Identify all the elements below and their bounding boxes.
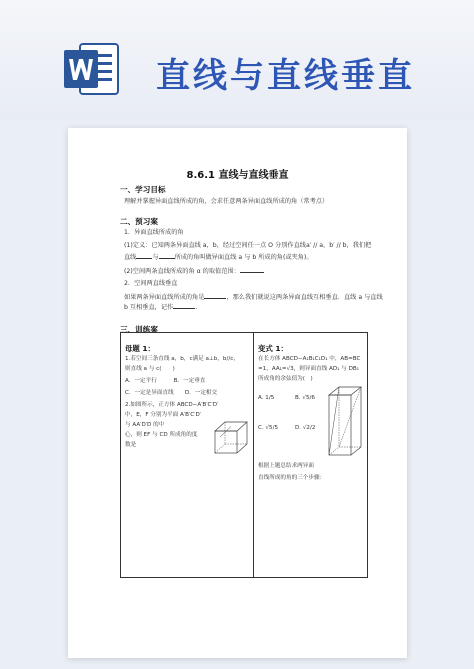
left-line: 则直线 a 与 c( ) [125,366,175,372]
item-1-title: 1．异面直线所成的角 [124,229,184,236]
perp-text-a: 如果两条异面直线所成的角是 [124,294,205,301]
document-page [68,128,407,658]
section-2-heading: 二、预习案 [120,217,158,226]
word-icon [60,38,122,100]
range-line [124,266,264,276]
right-line: 在长方体 ABCD−A₁B₁C₁D₁ 中，AB=BC [258,356,361,362]
left-line: 中，E，F 分别为平面 A′B′C′D′ [125,412,202,418]
banner [0,0,474,120]
left-line: C．一定是异面直线 D．一定相交 [125,390,218,396]
definition-line-2 [124,252,313,262]
left-line: 2.如图所示，正方体 ABCD−A′B′C′D′ [125,402,219,408]
summary-line-1: 根据上题总结求两异面 [258,463,314,469]
option-a: A. 1/5 [258,395,275,401]
left-line: 数是 [125,442,137,448]
blank-3 [204,292,226,299]
left-line: 与 AA′D′D 的中 [125,422,165,428]
option-d: D. √2/2 [295,425,316,431]
perp-text-b: ，那么我们就说这两条异面直线互相垂直．直线 a 与直线 [226,294,383,301]
perpendicular-line-2: b 互相垂直，记作 . [124,304,198,311]
def-text-b: 与 [152,254,159,261]
range-text: (2)空间两条直线所成的角 α 的取值范围： [124,268,240,275]
left-line: 心，则 EF 与 CD 所成角的度 [125,432,198,438]
cube-figure [213,419,249,455]
option-c: C. √5/5 [258,425,279,431]
def-text-a: 直线 [124,254,137,261]
perp-text-c: b 互相垂直，记作 [124,304,174,311]
section-1-heading: 一、学习目标 [120,185,166,194]
section-3-heading: 三、训练案 [120,325,158,334]
blank-range [240,266,264,273]
option-b: B. √5/6 [295,395,315,401]
definition-line-1: (1)定义：已知两条异面直线 a，b，经过空间任一点 O 分别作直线a′ // a，b′ // b，我们把 [124,242,372,249]
document-title: 8.6.1 直线与直线垂直 [186,170,289,181]
cuboid-figure [327,385,363,459]
learning-goal-text: 理解并掌握异面直线所成的角，会求任意两条异面直线所成的角（常考点） [124,198,329,205]
blank-2 [159,252,175,259]
left-cell-heading: 母题 1： [125,344,155,353]
left-line: A．一定平行 B．一定垂直 [125,378,206,384]
def-text-c: 所成的角叫做异面直线 a 与 b 所成的角(或夹角)。 [174,254,313,261]
summary-line-2: 直线所成的角的三个步骤： [258,475,326,481]
right-cell-heading: 变式 1： [258,344,288,353]
exercise-table [120,332,368,578]
blank-4 [173,302,195,309]
table-divider [253,333,254,577]
banner-title: 直线与直线垂直 [156,56,415,96]
left-line: 1.若空间三条直线 a，b，c满足 a⊥b，b//c， [125,356,239,362]
right-line: =1，AA₁=√3，则异面直线 AD₁ 与 DB₁ [258,366,359,372]
blank-1 [136,252,152,259]
perpendicular-line-1 [124,292,383,302]
item-2-title: 2．空间两直线垂直 [124,280,178,287]
right-line: 所成角的余弦值为( ) [258,376,313,382]
